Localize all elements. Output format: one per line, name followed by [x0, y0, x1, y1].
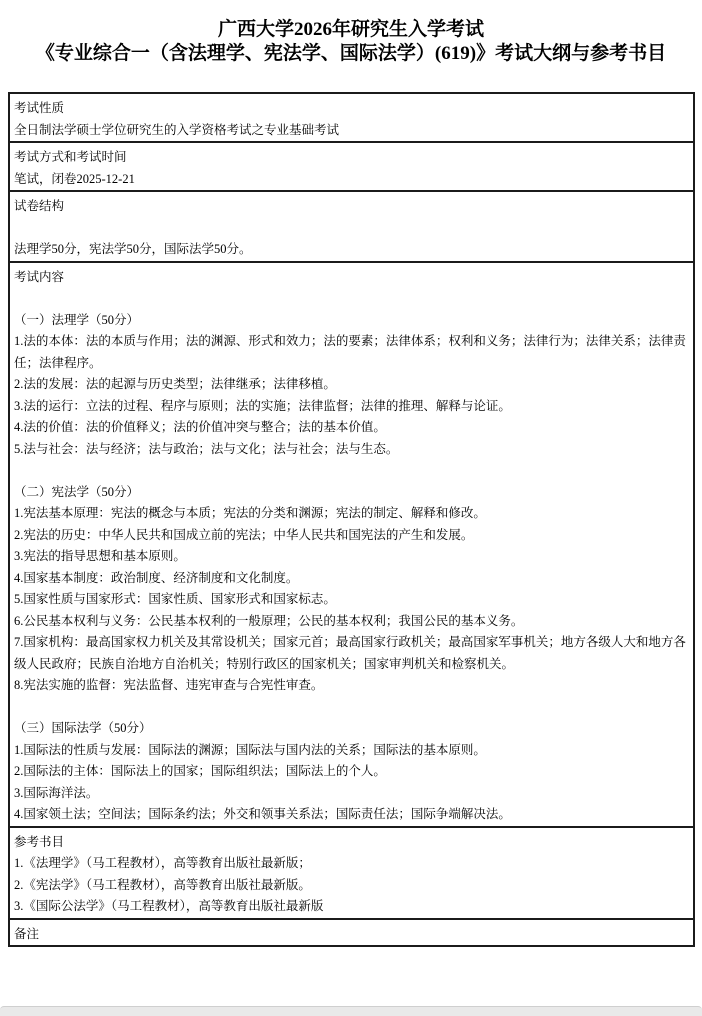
row-text-line: 3.《国际公法学》（马工程教材），高等教育出版社最新版 [14, 899, 324, 913]
row-text-line: 8.宪法实施的监督：宪法监督、违宪审查与合宪性审查。 [14, 678, 324, 692]
row-label-reference-books: 参考书目 [14, 834, 65, 849]
row-text-line: （三）国际法学（50分） [14, 721, 152, 735]
row-label-exam-method-time: 考试方式和考试时间 [14, 150, 127, 164]
row-text-line: 7.国家机构：最高国家权力机关及其常设机关；国家元首；最高国家行政机关；最高国家军事机关；地方各级人大和地方各级人民政府；民族自治地方自治机关；特别行政区的国家机关；国家审判机关和检察机关。 [14, 635, 686, 671]
row-text-line: 4.国家领土法；空间法；国际条约法；外交和领事关系法；国际责任法；国际争端解决法。 [14, 807, 511, 821]
row-text-line: 3.宪法的指导思想和基本原则。 [14, 549, 186, 563]
row-text-line: 1.国际法的性质与发展：国际法的渊源；国际法与国内法的关系；国际法的基本原则。 [14, 742, 486, 757]
row-text-line: 1.宪法基本原理：宪法的概念与本质；宪法的分类和渊源；宪法的制定、解释和修改。 [14, 506, 486, 520]
document-title-line1: 广西大学2026年研究生入学考试 [217, 19, 484, 40]
row-label-exam-content: 考试内容 [14, 269, 65, 284]
table-row-exam-method-time [10, 141, 693, 190]
row-text-line: 2.宪法的历史：中华人民共和国成立前的宪法；中华人民共和国宪法的产生和发展。 [14, 527, 474, 542]
row-text-line: 5.国家性质与国家形式：国家性质、国家形式和国家标志。 [14, 592, 336, 606]
row-text-line: 1.法的本体：法的本质与作用；法的渊源、形式和效力；法的要素；法律体系；权利和义务；法律行为；法律关系；法律责任；法律程序。 [14, 334, 686, 370]
blank-line [14, 460, 689, 482]
row-text-line: 2.《宪法学》（马工程教材），高等教育出版社最新版。 [14, 877, 311, 892]
table-row-reference-books [10, 826, 693, 918]
row-label-remarks: 备注 [14, 926, 40, 941]
row-text-line: 3.国际海洋法。 [14, 785, 99, 800]
row-text-line: （一）法理学（50分） [14, 312, 140, 327]
row-text-line: 3.法的运行：立法的过程、程序与原则；法的实施；法律监督；法律的推理、解释与论证。 [14, 398, 511, 413]
row-label-paper-structure: 试卷结构 [14, 199, 65, 213]
row-label-exam-nature: 考试性质 [14, 101, 65, 115]
row-text-line: 2.国际法的主体：国际法上的国家；国际组织法；国际法上的个人。 [14, 764, 386, 778]
blank-line [14, 288, 689, 310]
row-text-line: 2.法的发展：法的起源与历史类型；法律继承；法律移植。 [14, 377, 336, 391]
table-row-exam-content [10, 261, 693, 826]
row-text-line: 1.《法理学》（马工程教材），高等教育出版社最新版； [14, 856, 311, 870]
document-title [0, 18, 702, 66]
row-text-line: 5.法与社会：法与经济；法与政治；法与文化；法与社会；法与生态。 [14, 441, 399, 456]
syllabus-table [8, 92, 695, 947]
row-text-line: 笔试，闭卷2025-12-21 [14, 171, 135, 186]
row-text-line: （二）宪法学（50分） [14, 484, 140, 499]
viewport-bottom-bar [0, 1006, 702, 1016]
row-text-line: 6.公民基本权利与义务：公民基本权利的一般原理；公民的基本权利；我国公民的基本义务。 [14, 613, 524, 628]
row-text-line: 法理学50分，宪法学50分，国际法学50分。 [14, 242, 252, 256]
row-text-line: 4.国家基本制度：政治制度、经济制度和文化制度。 [14, 570, 299, 585]
blank-line [14, 218, 689, 240]
row-text-line: 4.法的价值：法的价值释义；法的价值冲突与整合；法的基本价值。 [14, 420, 386, 434]
document-title-line2: 《专业综合一（含法理学、宪法学、国际法学）(619)》考试大纲与参考书目 [35, 43, 667, 64]
row-text-line: 全日制法学硕士学位研究生的入学资格考试之专业基础考试 [14, 122, 340, 137]
table-row-paper-structure [10, 190, 693, 261]
table-row-exam-nature [10, 94, 693, 141]
blank-line [14, 697, 689, 719]
table-row-remarks [10, 918, 693, 946]
